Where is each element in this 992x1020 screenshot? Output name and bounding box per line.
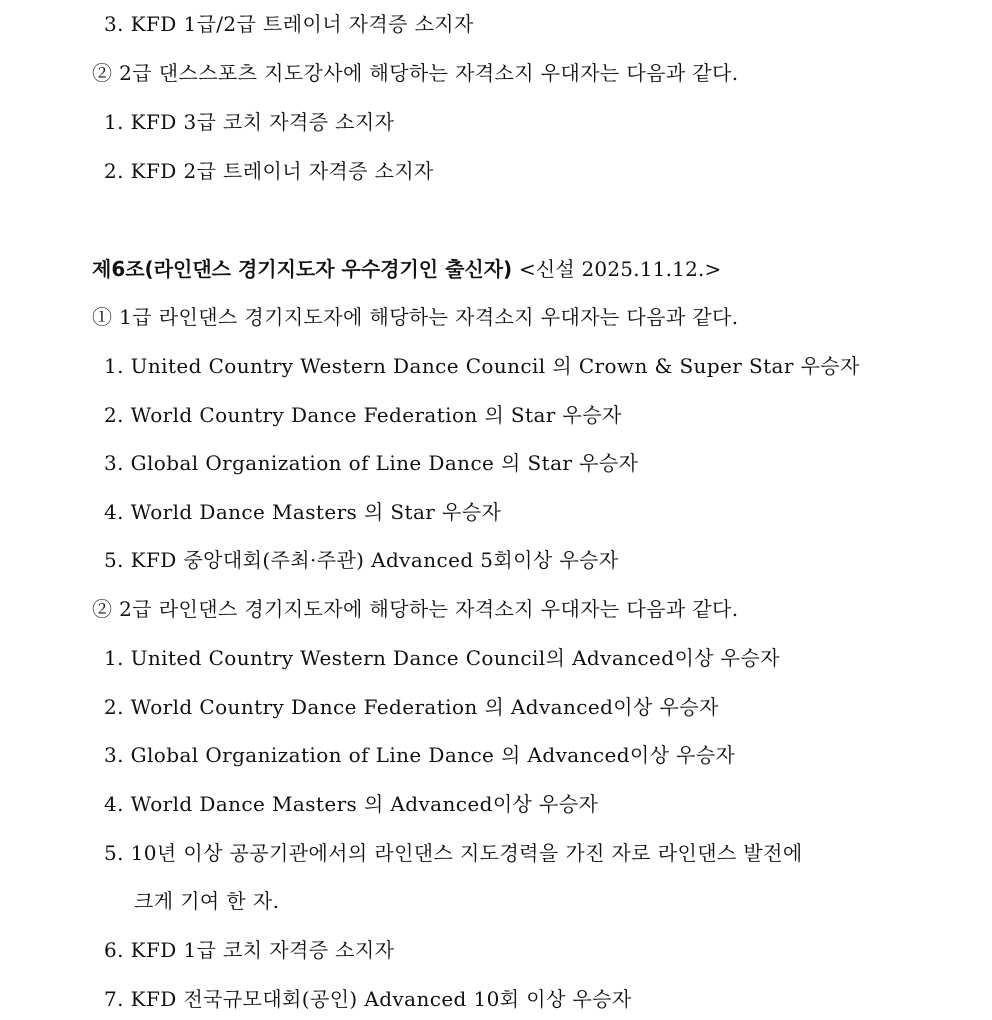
article-heading (92, 254, 722, 284)
amendment-note: <신설 2025.11.12.> (518, 257, 722, 281)
list-item: 3. Global Organization of Line Dance 의 Advanced이상 우승자 (104, 743, 736, 767)
list-item: 1. United Country Western Dance Council의 Advanced이상 우승자 (104, 646, 780, 670)
list-item: 6. KFD 1급 코치 자격증 소지자 (104, 938, 395, 962)
list-item: 4. World Dance Masters 의 Star 우승자 (104, 500, 502, 524)
list-item: 7. KFD 전국규모대회(공인) Advanced 10회 이상 우승자 (104, 987, 632, 1011)
article-title: 제6조(라인댄스 경기지도자 우수경기인 출신자) (92, 257, 513, 281)
paragraph-2: ② 2급 댄스스포츠 지도강사에 해당하는 자격소지 우대자는 다음과 같다. (92, 61, 739, 85)
list-item: 1. KFD 3급 코치 자격증 소지자 (104, 110, 395, 134)
list-item: 2. World Country Dance Federation 의 Star 우승자 (104, 403, 622, 427)
list-item: 5. 10년 이상 공공기관에서의 라인댄스 지도경력을 가진 자로 라인댄스 발전에 (104, 841, 803, 865)
list-item: 2. World Country Dance Federation 의 Advanced이상 우승자 (104, 695, 719, 719)
list-item-continuation: 크게 기여 한 자. (134, 889, 280, 913)
list-item: 3. Global Organization of Line Dance 의 Star 우승자 (104, 451, 639, 475)
list-item: 2. KFD 2급 트레이너 자격증 소지자 (104, 159, 434, 183)
list-item: 1. United Country Western Dance Council 의 Crown & Super Star 우승자 (104, 354, 860, 378)
list-item: 4. World Dance Masters 의 Advanced이상 우승자 (104, 792, 599, 816)
paragraph-1: ① 1급 라인댄스 경기지도자에 해당하는 자격소지 우대자는 다음과 같다. (92, 305, 739, 329)
paragraph-2: ② 2급 라인댄스 경기지도자에 해당하는 자격소지 우대자는 다음과 같다. (92, 597, 739, 621)
list-item: 3. KFD 1급/2급 트레이너 자격증 소지자 (104, 12, 474, 36)
list-item: 5. KFD 중앙대회(주최·주관) Advanced 5회이상 우승자 (104, 548, 619, 572)
